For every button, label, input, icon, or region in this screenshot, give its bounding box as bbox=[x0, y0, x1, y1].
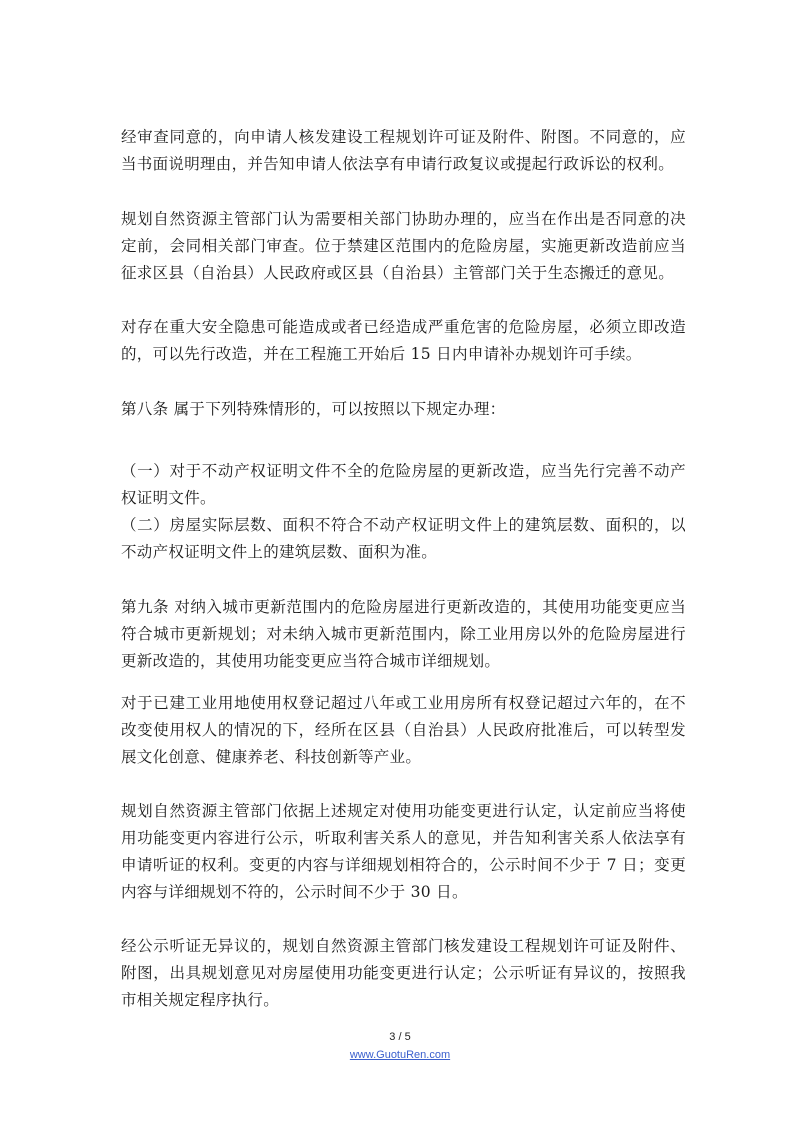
paragraph-no-objection: 经公示听证无异议的，规划自然资源主管部门核发建设工程规划许可证及附件、附图，出具规划意见对房屋使用功能变更进行认定；公示听证有异议的，按照我市相关规定程序执行。 bbox=[121, 937, 686, 1009]
page-number: 3 / 5 bbox=[389, 1031, 411, 1043]
website-link[interactable]: www.GuotuRen.com bbox=[349, 1049, 451, 1061]
paragraph-approval-result: 经审查同意的，向申请人核发建设工程规划许可证及附件、附图。不同意的，应当书面说明理由，并告知申请人依法享有申请行政复议或提起行政诉讼的权利。 bbox=[121, 128, 686, 173]
paragraph-industrial-transformation: 对于已建工业用地使用权登记超过八年或工业用房所有权登记超过六年的，在不改变使用权人的情况的下，经所在区县（自治县）人民政府批准后，可以转型发展文化创意、健康养老、科技创新等产业。 bbox=[121, 694, 686, 766]
paragraph-urgent-renovation: 对存在重大安全隐患可能造成或者已经造成严重危害的危险房屋，必须立即改造的，可以先行改造，并在工程施工开始后 15 日内申请补办规划许可手续。 bbox=[121, 318, 686, 363]
article-8-heading: 第八条 属于下列特殊情形的，可以按照以下规定办理： bbox=[121, 400, 506, 418]
paragraph-function-change-publicity: 规划自然资源主管部门依据上述规定对使用功能变更进行认定，认定前应当将使用功能变更内容进行公示，听取利害关系人的意见，并告知利害关系人依法享有申请听证的权利。变更的内容与详细规划相符合的，公示时间不少于 7 日；变更内容与详细规划不符的，公示时间不少于 30 日。 bbox=[121, 802, 686, 901]
article-8-item-2: （二）房屋实际层数、面积不符合不动产权证明文件上的建筑层数、面积的，以不动产权证明文件上的建筑层数、面积为准。 bbox=[121, 516, 686, 561]
article-8-item-1: （一）对于不动产权证明文件不全的危险房屋的更新改造，应当先行完善不动产权证明文件。 bbox=[121, 462, 686, 507]
article-9-paragraph: 第九条 对纳入城市更新范围内的危险房屋进行更新改造的，其使用功能变更应当符合城市更新规划；对未纳入城市更新范围内，除工业用房以外的危险房屋进行更新改造的，其使用功能变更应当符合城市详细规划。 bbox=[121, 598, 686, 670]
paragraph-joint-review: 规划自然资源主管部门认为需要相关部门协助办理的，应当在作出是否同意的决定前，会同相关部门审查。位于禁建区范围内的危险房屋，实施更新改造前应当征求区县（自治县）人民政府或区县（自治县）主管部门关于生态搬迁的意见。 bbox=[121, 210, 686, 282]
